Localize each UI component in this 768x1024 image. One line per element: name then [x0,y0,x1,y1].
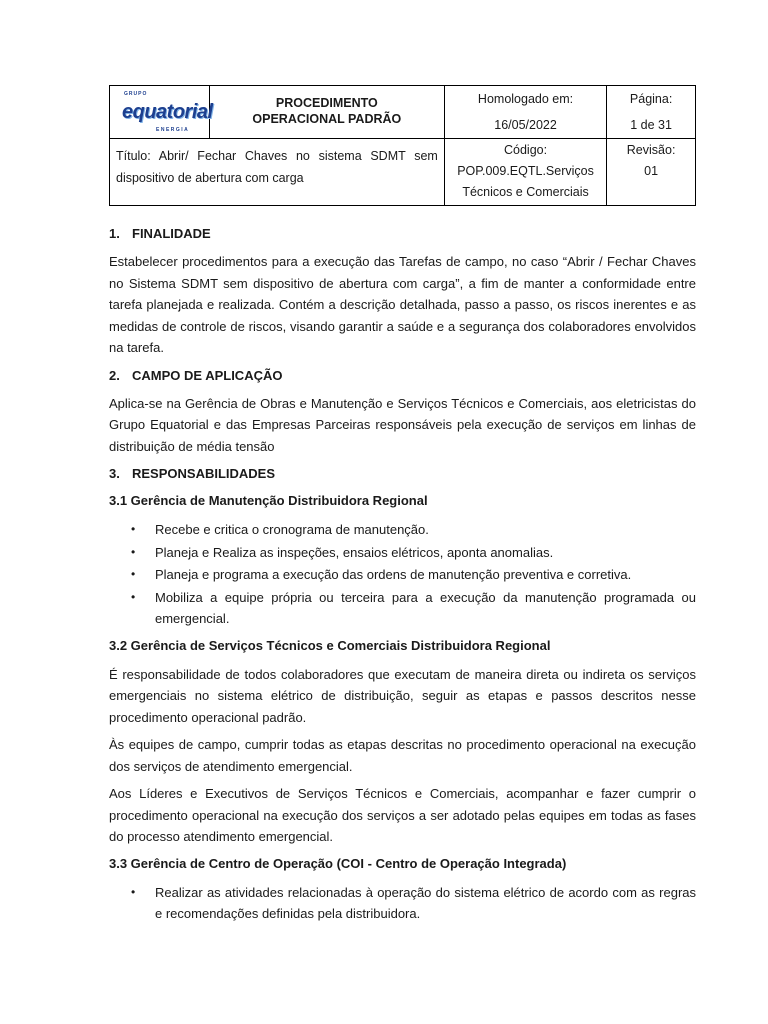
logo-brand-text: equatorial [122,101,213,123]
code-cell [444,139,606,206]
document-body [109,223,696,931]
logo-energia-text: ENERGIA [156,127,190,133]
subsection-3-3-list [109,882,696,925]
section-2-text: Aplica-se na Gerência de Obras e Manutenção e Serviços Técnicos e Comerciais, aos eletricistas do Grupo Equatorial e das Empresas Parceiras responsáveis pela execução de serviços em linhas de distribuição de média tensão [109,395,696,454]
section-3-title: RESPONSABILIDADES [132,466,276,481]
page-value: 1 de 31 [630,118,672,132]
subsection-3-1-title: 3.1 Gerência de Manutenção Distribuidora Regional [109,493,428,508]
subsection-3-2-paragraph-2: Às equipes de campo, cumprir todas as etapas descritas no procedimento operacional na execução dos serviços de atendimento emergencial. [109,737,696,774]
subsection-3-2-title: 3.2 Gerência de Serviços Técnicos e Comerciais Distribuidora Regional [109,637,551,653]
document-title-cell [110,139,445,206]
section-3-number: 3. [109,466,120,481]
subsection-3-3-title: 3.3 Gerência de Centro de Operação (COI - Centro de Operação Integrada) [109,855,567,871]
section-2-number: 2. [109,367,120,383]
approved-date: 16/05/2022 [494,118,557,132]
section-1-text: Estabelecer procedimentos para a execução das Tarefas de campo, no caso “Abrir / Fechar Chaves no Sistema SDMT sem dispositivo de abertura com carga”, a fim de manter a conformidade entre tarefa planejada e realizada. Contém a descrição detalhada, passo a passo, os riscos inerentes e as medidas de controle de riscos, visando garantir a saúde e a segurança dos colaboradores envolvidos na tarefa. [109,254,696,355]
code-value: POP.009.EQTL.Serviços Técnicos e Comerciais [457,164,594,199]
section-2-heading [109,365,696,387]
section-1-heading [109,223,696,245]
code-label: Código: [503,143,548,157]
equatorial-logo [110,86,213,138]
logo-grupo-text: GRUPO [124,91,148,97]
subsection-3-2-paragraph-3: Aos Líderes e Executivos de Serviços Técnicos e Comerciais, acompanhar e fazer cumprir o procedimento operacional na execução dos serviços a ser adotado pelas equipes em todas as fases do processo atendimento emergencial. [109,786,696,844]
section-2-title: CAMPO DE APLICAÇÃO [132,367,283,383]
revision-label: Revisão: [626,143,676,157]
list-item: • Mobiliza a equipe própria ou terceira para a execução da manutenção programada ou emergencial. [109,587,696,630]
section-1-number: 1. [109,226,120,241]
subsection-3-2-paragraph-1: É responsabilidade de todos colaboradores que executam de maneira direta ou indireta os serviços emergenciais no sistema elétrico de distribuição, seguir as etapas e passos descritos nesse procedimento operacional padrão. [109,666,696,725]
procedure-title-cell [209,86,444,139]
procedure-title: PROCEDIMENTO OPERACIONAL PADRÃO [252,96,402,126]
list-item: • Realizar as atividades relacionadas à operação do sistema elétrico de acordo com as regras e recomendações definidas pela distribuidora. [109,882,696,925]
revision-cell [607,139,696,206]
page-label: Página: [629,92,673,106]
approved-cell [444,86,606,139]
section-3-heading [109,463,696,485]
document-header-table [109,85,696,206]
list-item: • Recebe e critica o cronograma de manutenção. [109,519,696,541]
document-title: Título: Abrir/ Fechar Chaves no sistema SDMT sem dispositivo de abertura com carga [116,149,438,185]
list-item: • Planeja e programa a execução das ordens de manutenção preventiva e corretiva. [109,564,696,586]
logo-cell [110,86,213,139]
page-cell [607,86,696,139]
subsection-3-1-list [109,519,696,630]
approved-label: Homologado em: [477,92,574,106]
section-1-title: FINALIDADE [132,226,211,241]
list-item: • Planeja e Realiza as inspeções, ensaios elétricos, aponta anomalias. [109,542,696,564]
revision-value: 01 [644,164,659,178]
